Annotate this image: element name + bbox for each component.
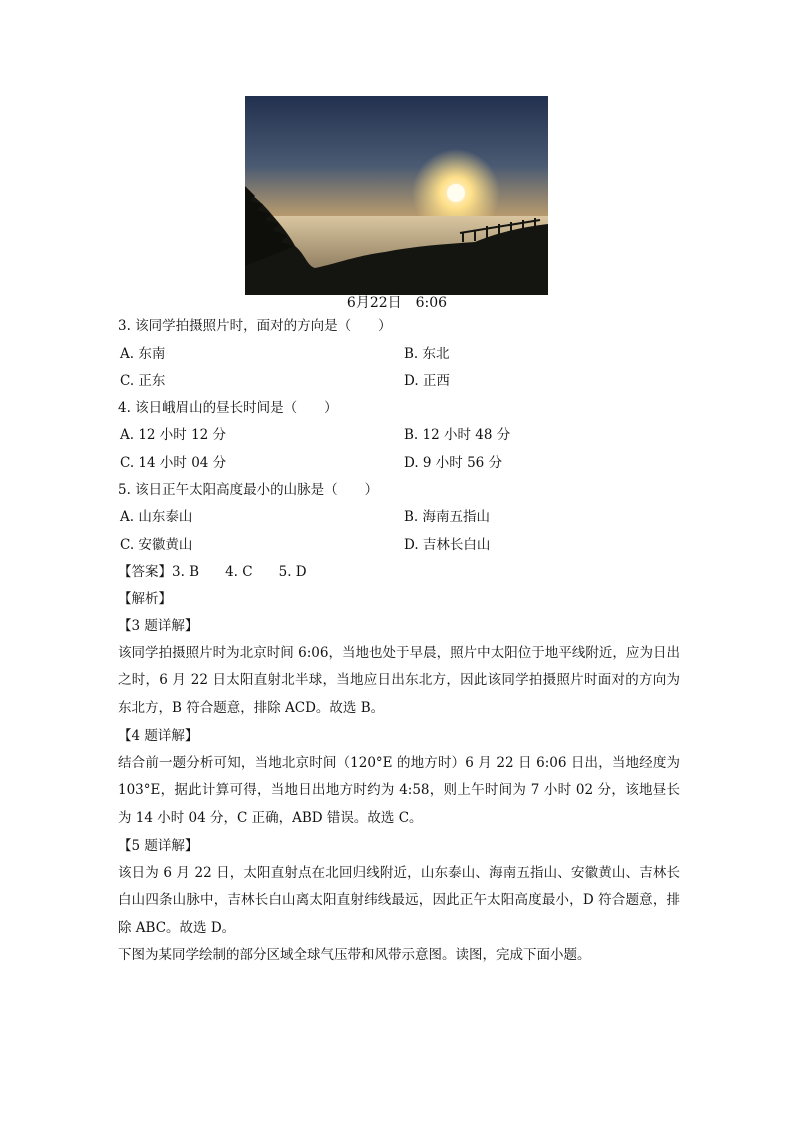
detail-5-heading: 【5 题详解】 (118, 838, 199, 854)
question-3-option-d: D. 正西 (404, 373, 450, 389)
answer-line (118, 562, 307, 582)
detail-4-heading: 【4 题详解】 (118, 728, 199, 744)
question-3-option-b: B. 东北 (404, 346, 450, 362)
photo-caption: 6月22日 6:06 (346, 295, 448, 311)
detail-5-text: 该日为 6 月 22 日，太阳直射点在北回归线附近，山东泰山、海南五指山、安徽黄山、吉林长白山四条山脉中，吉林长白山离太阳直射纬线最远，因此正午太阳高度最小，D 符合题意，排除 ABC。故选 D。 (118, 865, 680, 936)
question-3-stem: 3. 该同学拍摄照片时，面对的方向是（ ） (118, 318, 392, 334)
question-3-option-a: A. 东南 (120, 346, 166, 362)
answer-item: 3. B (172, 564, 200, 580)
question-4-option-b: B. 12 小时 48 分 (404, 427, 511, 443)
answer-item: 4. C (225, 564, 253, 580)
detail-3-heading: 【3 题详解】 (118, 618, 199, 634)
question-5-option-a: A. 山东泰山 (120, 509, 193, 525)
answer-label: 【答案】 (118, 564, 172, 580)
detail-3-text: 该同学拍摄照片时为北京时间 6:06，当地也处于早晨，照片中太阳位于地平线附近，应为日出之时，6 月 22 日太阳直射北半球，当地应日出东北方，因此该同学拍摄照片时面对的方向为东北方，B 符合题意，排除 ACD。故选 B。 (118, 645, 680, 716)
answer-item: 5. D (278, 564, 307, 580)
analysis-heading: 【解析】 (118, 591, 172, 607)
detail-4-text: 结合前一题分析可知，当地北京时间（120°E 的地方时）6 月 22 日 6:06 日出，当地经度为 103°E，据此计算可得，当地日出地方时约为 4:58，则上午时间为 7 小时 02 分，该地昼长为 14 小时 04 分，C 正确，ABD 错误。故选 C。 (118, 755, 680, 826)
question-3-option-c: C. 正东 (120, 373, 166, 389)
question-4-option-d: D. 9 小时 56 分 (404, 455, 503, 471)
next-section-intro: 下图为某同学绘制的部分区域全球气压带和风带示意图。读图，完成下面小题。 (118, 947, 591, 963)
question-4-option-a: A. 12 小时 12 分 (120, 427, 227, 443)
sunrise-photo (245, 96, 548, 295)
question-5-option-c: C. 安徽黄山 (120, 537, 193, 553)
question-4-stem: 4. 该日峨眉山的昼长时间是（ ） (118, 400, 338, 416)
question-4-option-c: C. 14 小时 04 分 (120, 455, 227, 471)
question-5-option-b: B. 海南五指山 (404, 509, 491, 525)
question-5-option-d: D. 吉林长白山 (404, 537, 491, 553)
question-5-stem: 5. 该日正午太阳高度最小的山脉是（ ） (118, 482, 379, 498)
